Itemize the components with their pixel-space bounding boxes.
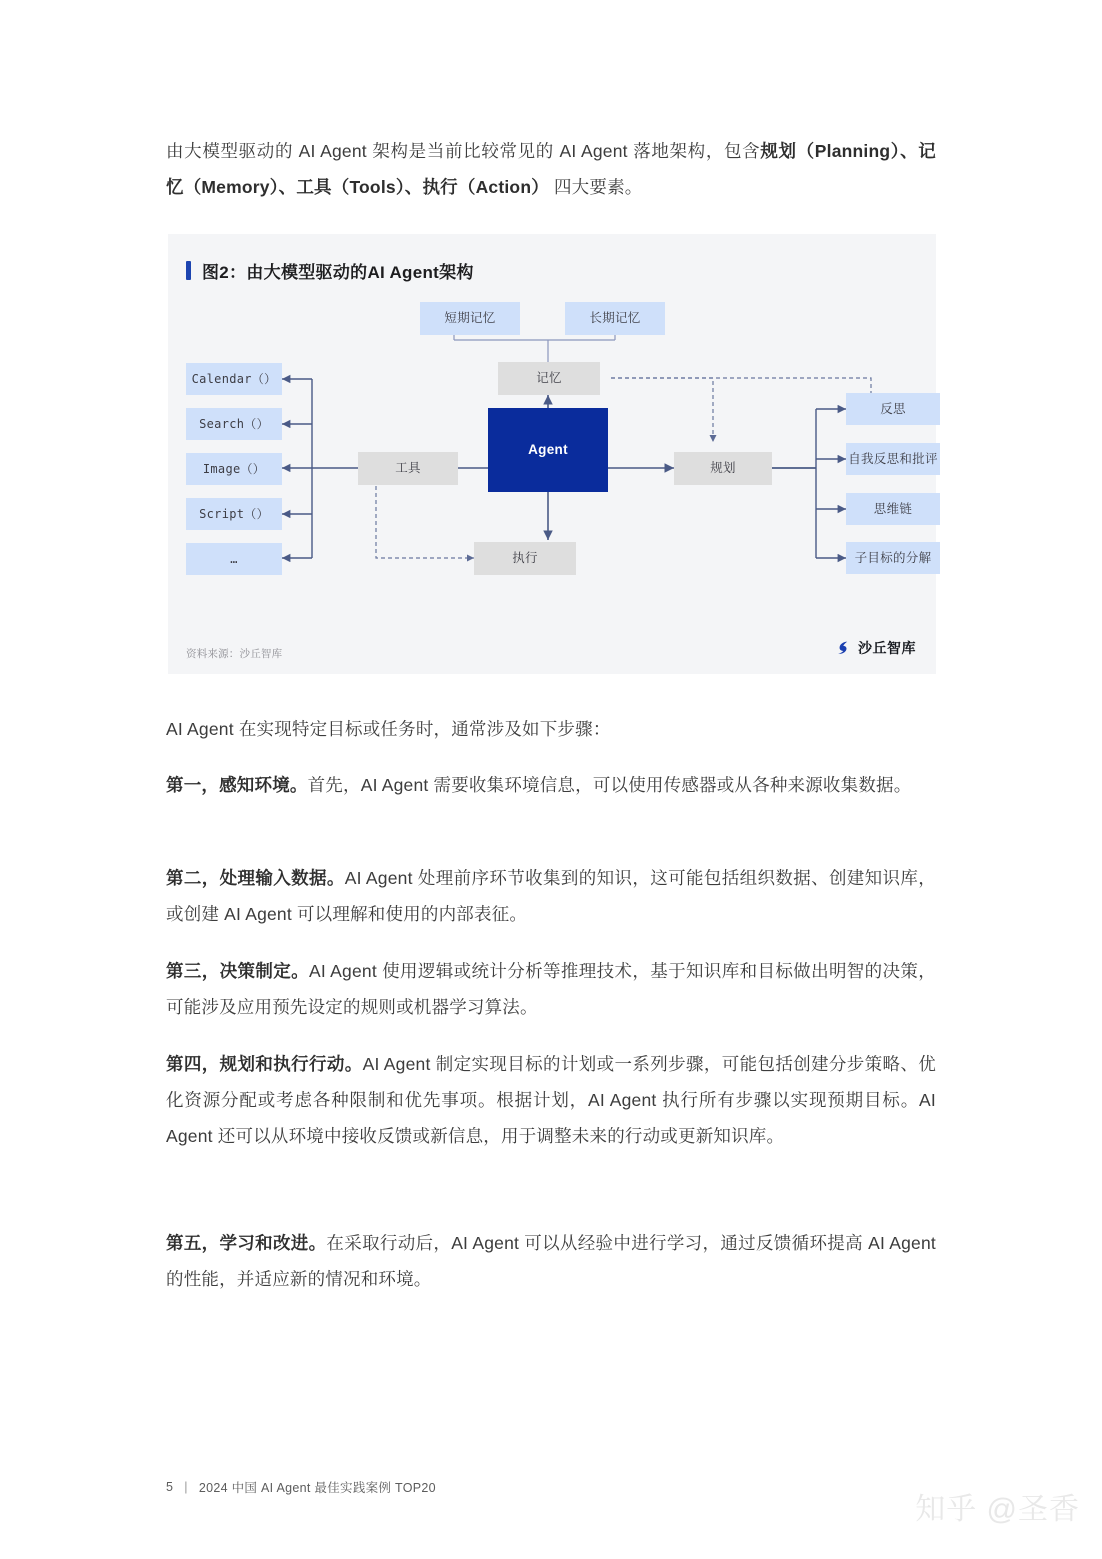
intro-text-tail: 四大要素。 [548, 176, 643, 197]
paragraph-step-4 [166, 1047, 936, 1155]
node-tool-script-label: Script（） [199, 506, 269, 521]
node-agent [488, 408, 608, 492]
node-agent-label: Agent [528, 441, 568, 457]
node-tool-more-label: … [230, 551, 238, 566]
paragraph-step-3-label: 第三，决策制定。 [166, 961, 309, 981]
paragraph-step-1 [166, 768, 936, 804]
node-action [474, 542, 576, 575]
node-tool-image-label: Image（） [202, 461, 266, 476]
node-tools-label: 工具 [395, 461, 421, 475]
paragraph-step-1-text: 首先，AI Agent 需要收集环境信息，可以使用传感器或从各种来源收集数据。 [307, 775, 912, 795]
figure-card [168, 234, 936, 674]
node-planning-reflection-label: 反思 [880, 401, 906, 416]
paragraph-step-1-label: 第一，感知环境。 [166, 775, 308, 795]
shaqiu-logo-text: 沙丘智库 [858, 640, 916, 656]
paragraph-step-2-text: AI Agent 处理前序环节收集到的知识，这可能包括组织数据、创建知识库，或创建 AI Agent 可以理解和使用的内部表征。 [166, 868, 936, 924]
node-planning-chain-of-thought-label: 思维链 [873, 501, 913, 516]
node-tool-search [186, 408, 282, 440]
figure-title-row [186, 258, 474, 283]
paragraph-step-3-text: AI Agent 使用逻辑或统计分析等推理技术，基于知识库和目标做出明智的决策，可能涉及应用预先设定的规则或机器学习算法。 [166, 961, 936, 1017]
node-planning-reflection [846, 393, 940, 425]
node-tool-search-label: Search（） [199, 416, 269, 431]
node-action-label: 执行 [512, 551, 538, 565]
paragraph-step-5-label: 第五，学习和改进。 [166, 1233, 327, 1253]
figure-accent-bar-icon [186, 261, 191, 280]
node-planning-subgoal-decomposition [846, 542, 940, 574]
intro-paragraph [166, 134, 936, 206]
paragraph-step-2 [166, 861, 936, 933]
paragraph-step-3 [166, 954, 936, 1026]
node-planning-self-critique [846, 443, 940, 475]
node-planning-self-critique-label: 自我反思和批评 [848, 451, 938, 466]
paragraph-step-5-text: 在采取行动后，AI Agent 可以从经验中进行学习，通过反馈循环提高 AI Agent 的性能，并适应新的情况和环境。 [166, 1233, 936, 1289]
node-tool-script [186, 498, 282, 530]
zhihu-watermark: 知乎 @圣香 [915, 1493, 1080, 1526]
paragraph-step-4-label: 第四，规划和执行行动。 [166, 1054, 363, 1074]
figure-title: 图2：由大模型驱动的AI Agent架构 [202, 263, 474, 282]
figure-source: 资料来源：沙丘智库 [186, 648, 283, 660]
paragraph-step-2-label: 第二，处理输入数据。 [166, 868, 345, 888]
paragraph-steps-lead [166, 712, 936, 748]
node-memory-label: 记忆 [536, 371, 562, 385]
intro-bold-run: 规划（Planning）、记忆（Memory）、工具（Tools）、执行（Action） [166, 141, 936, 197]
footer-separator: | [184, 1480, 188, 1494]
node-short-term-memory-label: 短期记忆 [444, 311, 496, 325]
paragraph-step-5 [166, 1226, 936, 1298]
page-footer [166, 1478, 436, 1496]
node-tools [358, 452, 458, 485]
node-memory [498, 362, 600, 395]
footer-page-number: 5 [166, 1480, 174, 1494]
node-tool-image [186, 453, 282, 485]
node-planning-label: 规划 [710, 461, 736, 475]
node-short-term-memory [420, 302, 520, 335]
node-long-term-memory-label: 长期记忆 [589, 311, 641, 325]
node-tool-calendar [186, 363, 282, 395]
node-planning-subgoal-decomposition-label: 子目标的分解 [854, 550, 932, 565]
figure-logo [836, 638, 916, 658]
node-planning [674, 452, 772, 485]
paragraph-steps-lead-text: AI Agent 在实现特定目标或任务时，通常涉及如下步骤： [166, 719, 611, 739]
node-tool-calendar-label: Calendar（） [191, 371, 277, 386]
intro-text-lead: 由大模型驱动的 AI Agent 架构是当前比较常见的 AI Agent 落地架构，包含 [166, 141, 761, 161]
agent-architecture-diagram [168, 296, 936, 616]
shaqiu-logo-icon [836, 640, 853, 657]
node-long-term-memory [565, 302, 665, 335]
paragraph-step-4-text: AI Agent 制定实现目标的计划或一系列步骤，可能包括创建分步策略、优化资源分配或考虑各种限制和优先事项。根据计划，AI Agent 执行所有步骤以实现预期目标。AI Agent 还可以从环境中接收反馈或新信息，用于调整未来的行动或更新知识库。 [166, 1054, 936, 1146]
footer-doc-title: 2024 中国 AI Agent 最佳实践案例 TOP20 [198, 1481, 436, 1495]
node-tool-more [186, 543, 282, 575]
node-planning-chain-of-thought [846, 493, 940, 525]
